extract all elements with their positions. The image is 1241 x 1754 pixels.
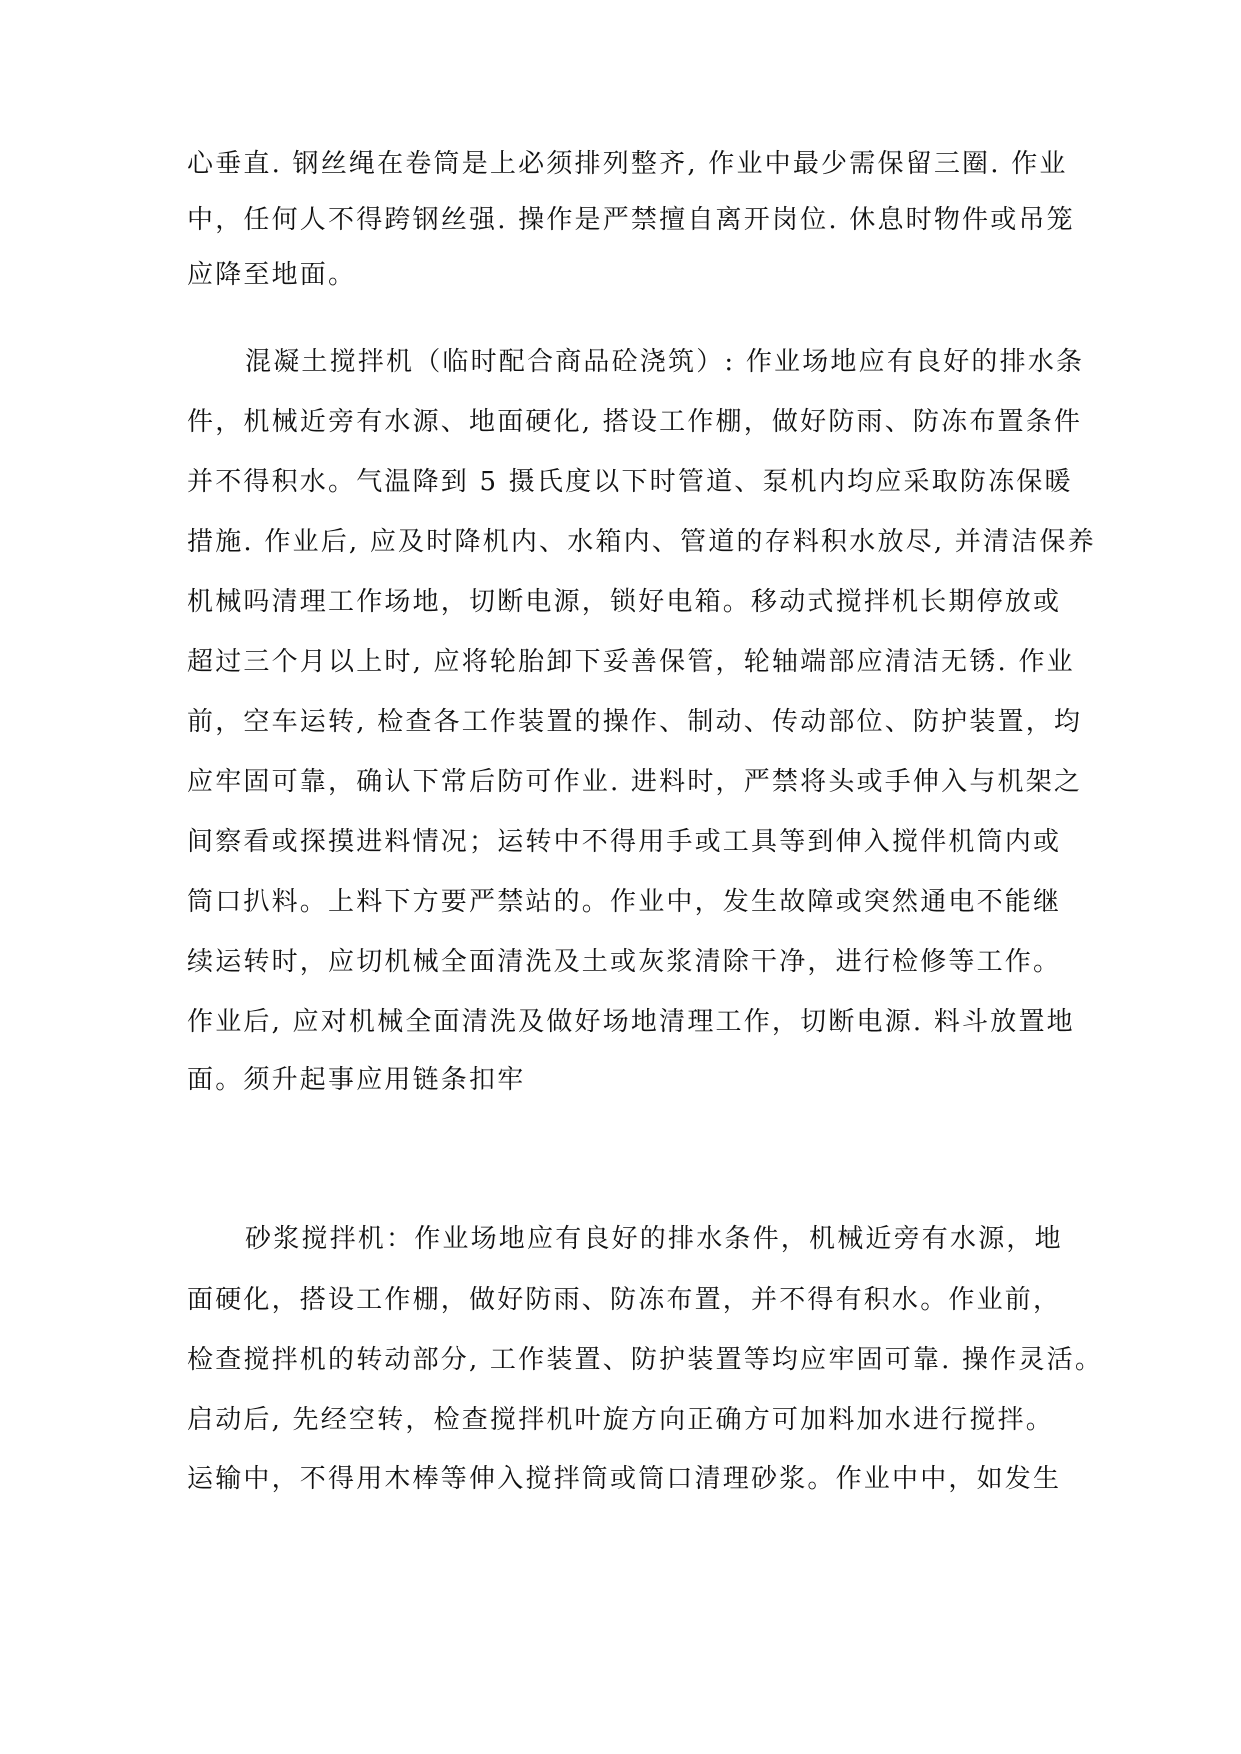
text-line: 应牢固可靠，确认下常后防可作业. 进料时，严禁将头或手伸入与机架之 <box>187 767 1083 797</box>
text-line: 作业后, 应对机械全面清洗及做好场地清理工作，切断电源. 料斗放置地 <box>187 1007 1075 1037</box>
text-line: 砂浆搅拌机：作业场地应有良好的排水条件，机械近旁有水源，地 <box>245 1224 1063 1254</box>
text-line: 件，机械近旁有水源、地面硬化, 搭设工作棚，做好防雨、防冻布置条件 <box>187 407 1083 437</box>
text-line: 运输中，不得用木棒等伸入搅拌筒或筒口清理砂浆。作业中中，如发生 <box>187 1464 1062 1494</box>
text-line: 并不得积水。气温降到 5 摄氏度以下时管道、泵机内均应采取防冻保暖 <box>187 467 1073 497</box>
text-line: 筒口扒料。上料下方要严禁站的。作业中，发生故障或突然通电不能继 <box>187 887 1062 917</box>
text-line: 间察看或探摸进料情况；运转中不得用手或工具等到伸入搅伴机筒内或 <box>187 827 1062 857</box>
text-line: 检查搅拌机的转动部分, 工作装置、防护装置等均应牢固可靠. 操作灵活。 <box>187 1345 1104 1375</box>
text-line: 中，任何人不得跨钢丝强. 操作是严禁擅自离开岗位. 休息时物件或吊笼 <box>187 205 1075 235</box>
text-line: 面。须升起事应用链条扣牢 <box>187 1065 526 1095</box>
text-line: 措施. 作业后, 应及时降机内、水箱内、管道的存料积水放尽, 并清洁保养 <box>187 527 1096 557</box>
text-line: 启动后, 先经空转，检查搅拌机叶旋方向正确方可加料加水进行搅拌。 <box>187 1405 1054 1435</box>
text-line: 混凝土搅拌机（临时配合商品砼浇筑）: 作业场地应有良好的排水条 <box>245 347 1085 377</box>
text-line: 机械吗清理工作场地，切断电源，锁好电箱。移动式搅拌机长期停放或 <box>187 587 1062 617</box>
text-line: 前，空车运转, 检查各工作装置的操作、制动、传动部位、防护装置，均 <box>187 707 1083 737</box>
text-line: 应降至地面。 <box>187 260 357 290</box>
text-line: 超过三个月以上时, 应将轮胎卸下妥善保管，轮轴端部应清洁无锈. 作业 <box>187 647 1075 677</box>
text-line: 心垂直. 钢丝绳在卷筒是上必须排列整齐, 作业中最少需保留三圈. 作业 <box>187 149 1068 179</box>
text-line: 面硬化，搭设工作棚，做好防雨、防冻布置，并不得有积水。作业前， <box>187 1285 1062 1315</box>
text-line: 续运转时，应切机械全面清洗及土或灰浆清除干净，进行检修等工作。 <box>187 947 1062 977</box>
